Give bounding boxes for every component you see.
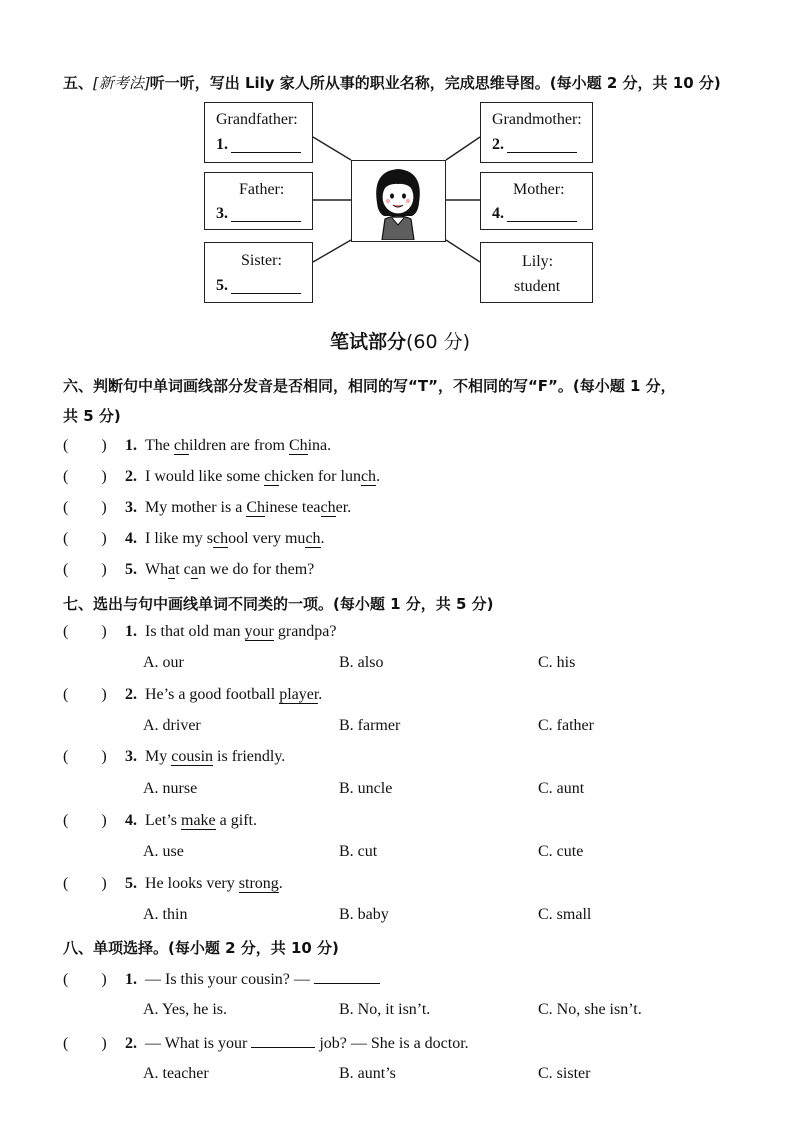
answer-paren[interactable]: ( ) xyxy=(63,623,107,640)
answer-paren[interactable]: ( ) xyxy=(63,686,107,703)
center-girl-box xyxy=(351,160,446,242)
answer-paren[interactable]: ( ) xyxy=(63,748,107,765)
answer-paren[interactable]: ( ) xyxy=(63,499,107,516)
s7-q2-option-a[interactable]: A. driver xyxy=(143,717,201,734)
s7-q5-option-a[interactable]: A. thin xyxy=(143,906,188,923)
s7-q3-option-a[interactable]: A. nurse xyxy=(143,780,198,797)
sister-box: Sister: 5. xyxy=(204,242,313,303)
father-box: Father: 3. xyxy=(204,172,313,230)
connector-lily xyxy=(446,240,480,262)
grandfather-box: Grandfather: 1. xyxy=(204,102,313,163)
s7-q4-option-c[interactable]: C. cute xyxy=(538,843,584,860)
answer-paren[interactable]: ( ) xyxy=(63,468,107,485)
answer-blank-1[interactable] xyxy=(231,152,301,153)
s8-q1-option-b[interactable]: B. No, it isn’t. xyxy=(339,1001,431,1018)
grandmother-box: Grandmother: 2. xyxy=(480,102,593,163)
answer-paren[interactable]: ( ) xyxy=(63,875,107,892)
s7-q1-option-c[interactable]: C. his xyxy=(538,654,576,671)
s7-q5-option-c[interactable]: C. small xyxy=(538,906,592,923)
answer-blank-4[interactable] xyxy=(507,221,577,222)
answer-paren[interactable]: ( ) xyxy=(63,971,107,988)
lily-box: Lily: student xyxy=(480,242,593,303)
s8-question-1: ( ) 1. — Is this your cousin? — xyxy=(63,969,380,989)
s7-question-4: ( ) 4. Let’s make a gift. xyxy=(63,812,257,829)
connector-grandmother xyxy=(446,137,480,160)
s7-q1-option-b[interactable]: B. also xyxy=(339,654,384,671)
girl-avatar-icon xyxy=(352,161,444,240)
s8-q2-option-c[interactable]: C. sister xyxy=(538,1065,591,1082)
s7-question-2: ( ) 2. He’s a good football player. xyxy=(63,686,323,703)
answer-blank-3[interactable] xyxy=(231,221,301,222)
s8-q1-option-c[interactable]: C. No, she isn’t. xyxy=(538,1001,642,1018)
answer-paren[interactable]: ( ) xyxy=(63,1035,107,1052)
s6-question-4: ( ) 4. I like my school very much. xyxy=(63,530,325,547)
section6-heading-cont: 共 5 分) xyxy=(63,407,121,425)
s7-q2-option-b[interactable]: B. farmer xyxy=(339,717,401,734)
answer-paren[interactable]: ( ) xyxy=(63,530,107,547)
section8-heading: 八、单项选择。(每小题 2 分，共 10 分) xyxy=(63,939,339,957)
answer-blank-2[interactable] xyxy=(507,152,577,153)
s7-question-1: ( ) 1. Is that old man your grandpa? xyxy=(63,623,337,640)
s6-question-2: ( ) 2. I would like some chicken for lunch. xyxy=(63,468,381,485)
s7-q2-option-c[interactable]: C. father xyxy=(538,717,594,734)
answer-paren[interactable]: ( ) xyxy=(63,437,107,454)
section5-heading: 五、[新考法]听一听，写出 Lily 家人所从事的职业名称，完成思维导图。(每小题 2 分，共 10 分) xyxy=(63,74,721,92)
s8-question-2: ( ) 2. — What is your job? — She is a doctor. xyxy=(63,1035,469,1052)
new-method-tag: [新考法] xyxy=(93,74,150,92)
s8-q2-option-a[interactable]: A. teacher xyxy=(143,1065,209,1082)
s7-q3-option-b[interactable]: B. uncle xyxy=(339,780,393,797)
answer-blank-5[interactable] xyxy=(231,293,301,294)
written-part-title: 笔试部分(60 分) xyxy=(329,331,471,353)
section6-heading: 六、判断句中单词画线部分发音是否相同，相同的写“T”，不相同的写“F”。(每小题 1 分， xyxy=(63,377,676,395)
s7-q1-option-a[interactable]: A. our xyxy=(143,654,184,671)
section7-heading: 七、选出与句中画线单词不同类的一项。(每小题 1 分，共 5 分) xyxy=(63,595,494,613)
s8-q1-option-a[interactable]: A. Yes, he is. xyxy=(143,1001,228,1018)
s7-question-5: ( ) 5. He looks very strong. xyxy=(63,875,283,892)
answer-paren[interactable]: ( ) xyxy=(63,812,107,829)
s6-question-5: ( ) 5. What can we do for them? xyxy=(63,561,315,578)
connector-grandfather xyxy=(313,137,351,160)
answer-paren[interactable]: ( ) xyxy=(63,561,107,578)
s7-q3-option-c[interactable]: C. aunt xyxy=(538,780,585,797)
s7-q4-option-b[interactable]: B. cut xyxy=(339,843,378,860)
connector-sister xyxy=(313,240,351,262)
s8-q2-option-b[interactable]: B. aunt’s xyxy=(339,1065,396,1082)
s8-q1-blank[interactable] xyxy=(314,969,380,984)
s7-q4-option-a[interactable]: A. use xyxy=(143,843,184,860)
s7-question-3: ( ) 3. My cousin is friendly. xyxy=(63,748,286,765)
mother-box: Mother: 4. xyxy=(480,172,593,230)
s6-question-1: ( ) 1. The children are from China. xyxy=(63,437,332,454)
s7-q5-option-b[interactable]: B. baby xyxy=(339,906,389,923)
s8-q2-blank[interactable] xyxy=(251,1033,315,1048)
s6-question-3: ( ) 3. My mother is a Chinese teacher. xyxy=(63,499,352,516)
